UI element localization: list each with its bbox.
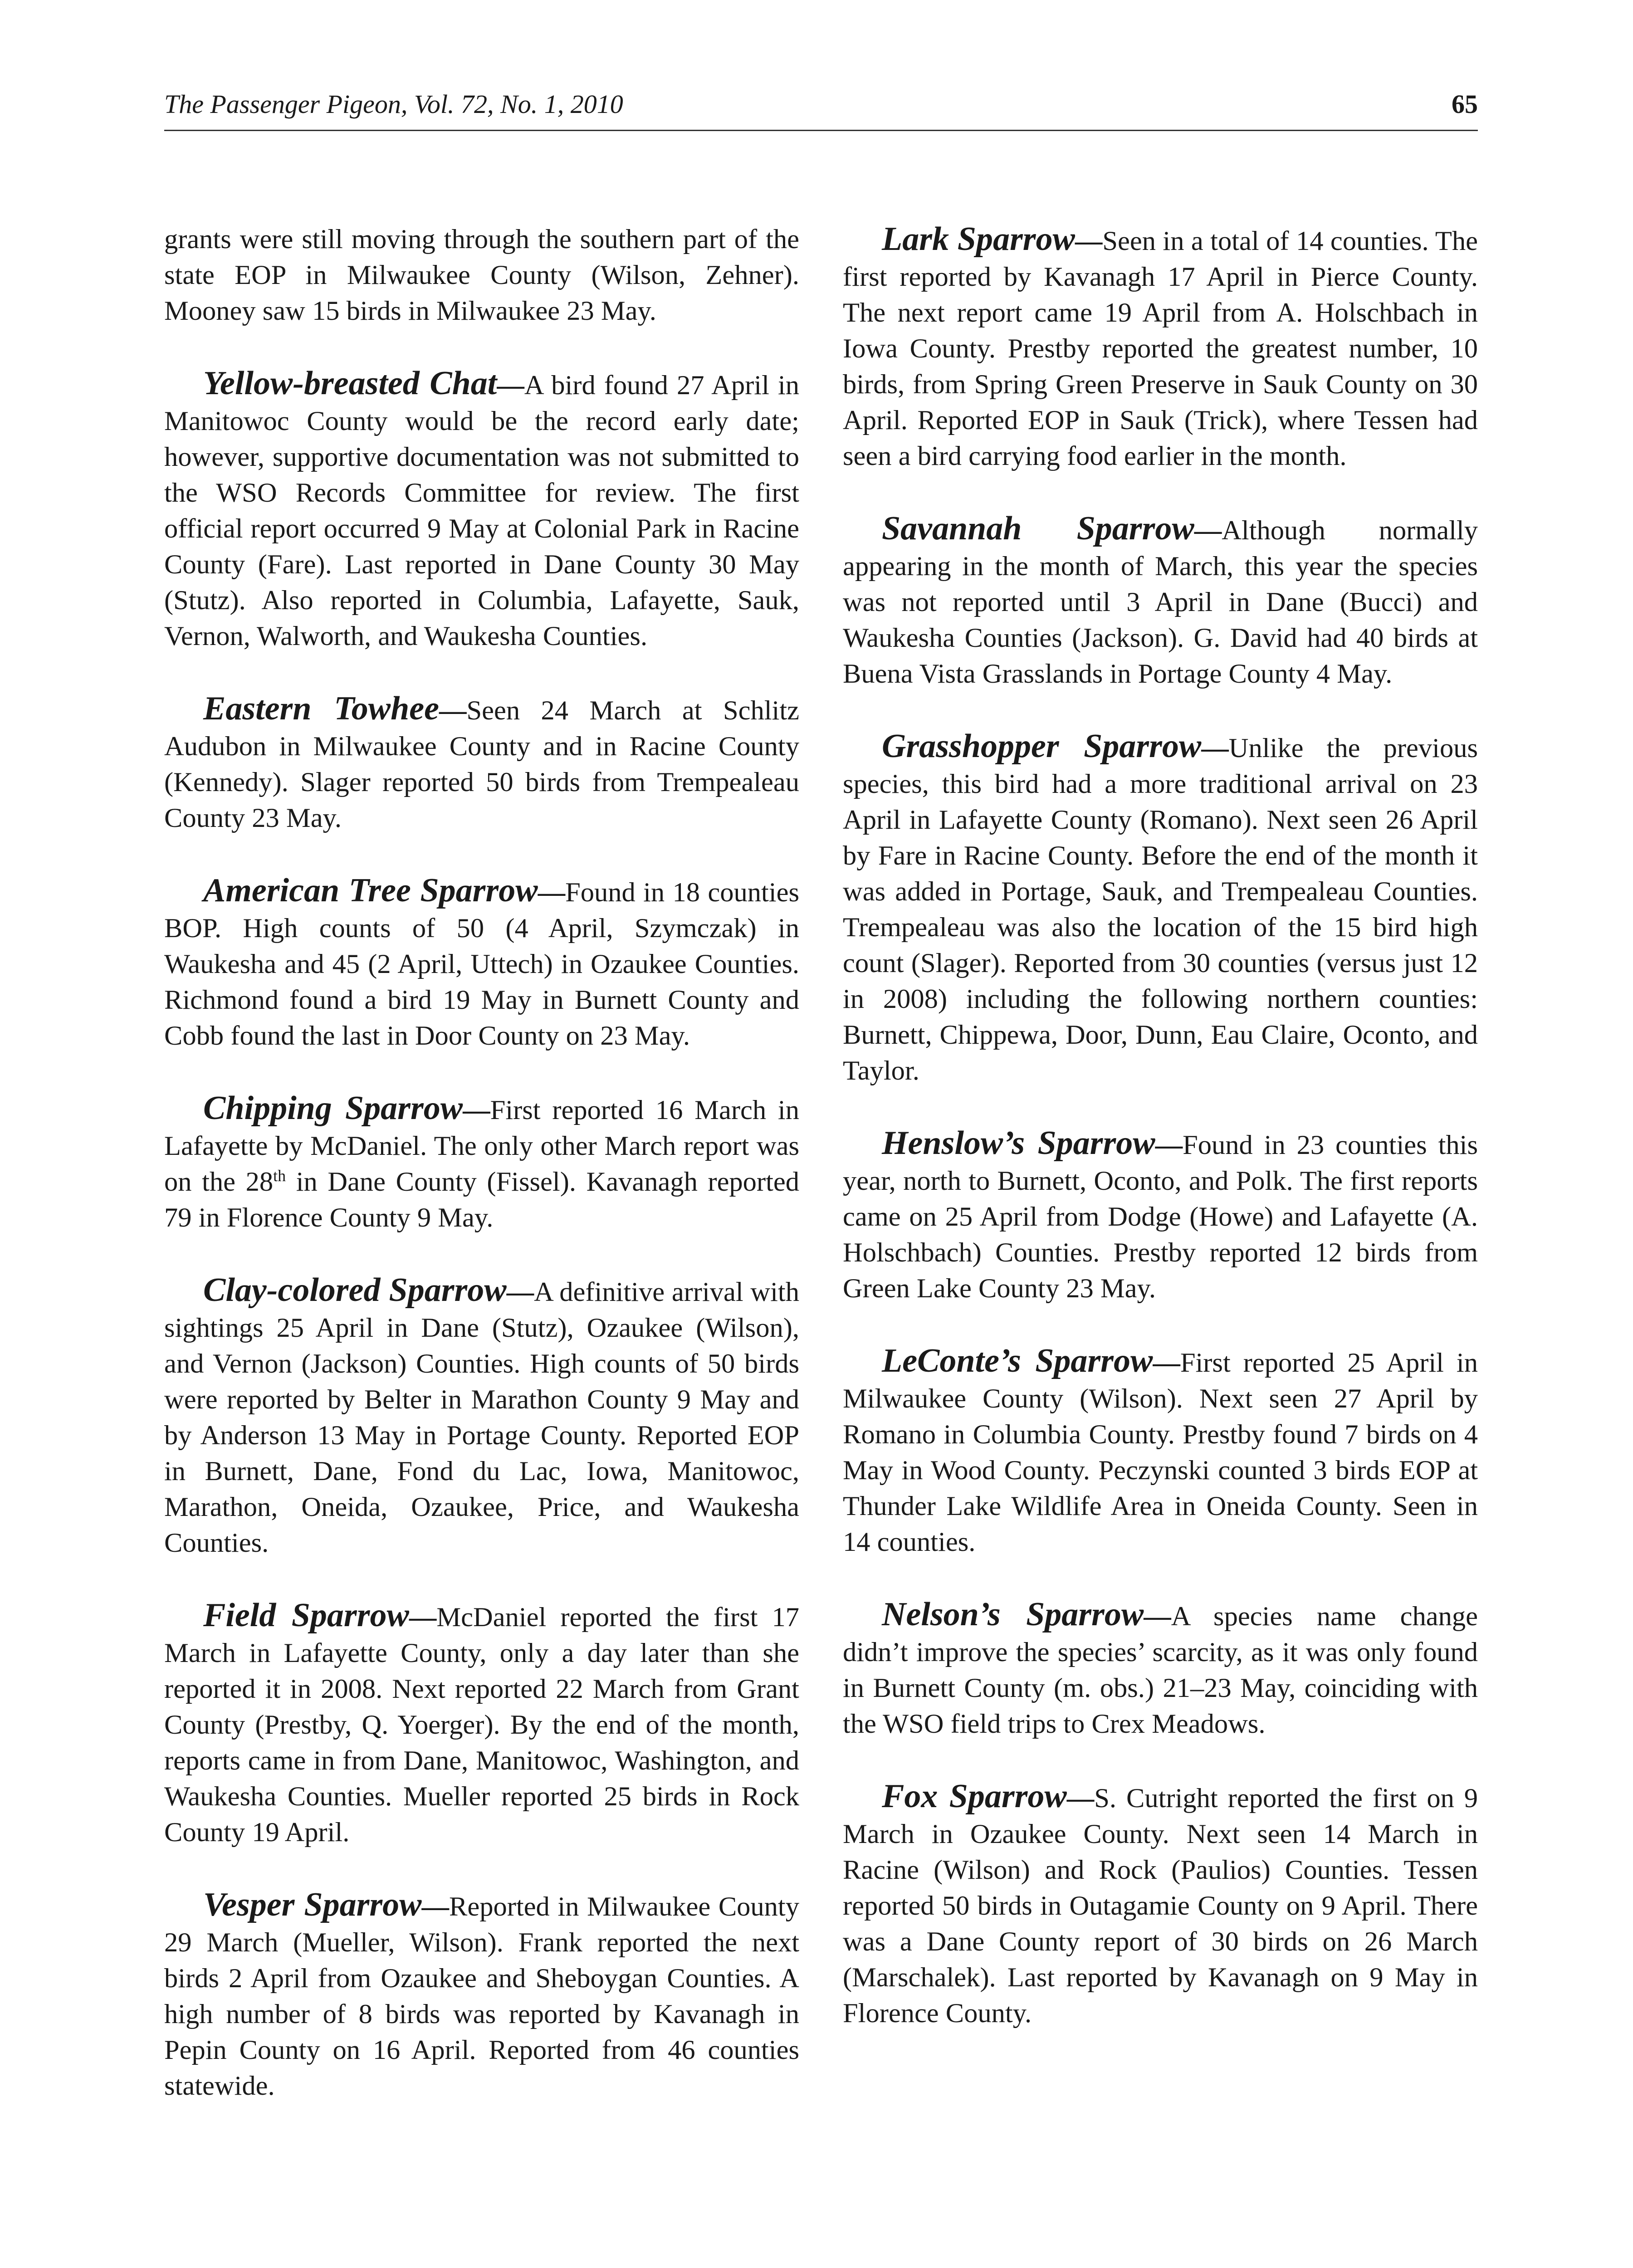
species-name: LeConte’s Sparrow	[882, 1342, 1153, 1379]
em-dash: —	[506, 1277, 534, 1307]
species-text: A definitive arrival with sightings 25 April in Dane (Stutz), Ozaukee (Wilson), and Vernon (Jackson) Counties. High counts of 50 birds were reported by Belter in Marathon County 9 May and by Anderson 13 May in Portage County. Reported EOP in Burnett, Dane, Fond du Lac, Iowa, Manitowoc, Marathon, Oneida, Ozaukee, Price, and Waukesha Counties.	[164, 1277, 799, 1558]
em-dash: —	[439, 695, 467, 726]
species-entry	[164, 691, 799, 836]
em-dash: —	[538, 877, 566, 908]
em-dash: —	[463, 1095, 490, 1125]
continued-paragraph: grants were still moving through the southern part of the state EOP in Milwaukee County (Wilson, Zehner). Mooney saw 15 birds in Milwaukee 23 May.	[164, 224, 799, 326]
species-text-continued: in Dane County (Fissel). Kavanagh reported 79 in Florence County 9 May.	[164, 1167, 799, 1233]
species-entry	[164, 1598, 799, 1850]
species-name: Chipping Sparrow	[203, 1090, 463, 1127]
species-text: Unlike the previous species, this bird had a more traditional arrival on 23 April in Lafayette County (Romano). Next seen 26 April by Fare in Racine County. Before the end of the month it was added in Portage, Sauk, and Trempealeau Counties. Trempealeau was also the location of the 15 bird high count (Slager). Reported from 30 counties (versus just 12 in 2008) including the following northern counties: Burnett, Chippewa, Door, Dunn, Eau Claire, Oconto, and Taylor.	[843, 733, 1478, 1086]
species-text: A species name change didn’t improve the species’ scarcity, as it was only found in Burnett County (m. obs.) 21–23 May, coinciding with the WSO field trips to Crex Meadows.	[843, 1601, 1478, 1739]
species-entry	[164, 1887, 799, 2104]
page-number: 65	[1452, 89, 1478, 119]
em-dash: —	[1194, 515, 1222, 546]
left-column	[164, 221, 799, 2141]
species-entry	[843, 1597, 1478, 1742]
species-entry	[843, 1343, 1478, 1560]
species-entry	[843, 221, 1478, 474]
species-text: Seen 24 March at Schlitz Audubon in Milwaukee County and in Racine County (Kennedy). Slager reported 50 birds from Trempealeau County 23 May.	[164, 695, 799, 833]
species-name: Nelson’s Sparrow	[882, 1596, 1144, 1633]
species-name: Eastern Towhee	[203, 690, 439, 727]
species-text: Seen in a total of 14 counties. The first reported by Kavanagh 17 April in Pierce County. The next report came 19 April from A. Holschbach in Iowa County. Prestby reported the greatest number, 10 birds, from Spring Green Preserve in Sauk County on 30 April. Reported EOP in Sauk (Trick), where Tessen had seen a bird carrying food earlier in the month.	[843, 226, 1478, 471]
species-entry	[164, 1272, 799, 1561]
em-dash: —	[1201, 733, 1229, 763]
journal-title: The Passenger Pigeon, Vol. 72, No. 1, 2010	[164, 89, 623, 119]
em-dash: —	[421, 1892, 450, 1922]
species-text: McDaniel reported the first 17 March in Lafayette County, only a day later than she reported it in 2008. Next reported 22 March from Grant County (Prestby, Q. Yoerger). By the end of the month, reports came in from Dane, Manitowoc, Washington, and Waukesha Counties. Mueller reported 25 birds in Rock County 19 April.	[164, 1602, 799, 1848]
em-dash: —	[1144, 1601, 1171, 1632]
species-text: Found in 23 counties this year, north to Burnett, Oconto, and Polk. The first reports came on 25 April from Dodge (Howe) and Lafayette (A. Holschbach) Counties. Prestby reported 12 birds from Green Lake County 23 May.	[843, 1130, 1478, 1304]
species-name: American Tree Sparrow	[203, 872, 538, 909]
species-entry	[843, 1125, 1478, 1306]
species-entry	[164, 873, 799, 1054]
species-text: First reported 16 March in Lafayette by McDaniel. The only other March report was on the 28	[164, 1095, 799, 1197]
em-dash: —	[409, 1602, 437, 1633]
species-entry	[843, 511, 1478, 692]
species-entry	[164, 1090, 799, 1236]
em-dash: —	[1153, 1348, 1180, 1378]
species-name: Lark Sparrow	[882, 220, 1075, 258]
em-dash: —	[1066, 1783, 1095, 1813]
right-column	[843, 221, 1478, 2068]
species-entry	[164, 366, 799, 654]
species-text: Reported in Milwaukee County 29 March (Mueller, Wilson). Frank reported the next birds 2 April from Ozaukee and Sheboygan Counties. A high number of 8 birds was reported by Kavanagh in Pepin County on 16 April. Reported from 46 counties statewide.	[164, 1892, 799, 2101]
header-rule	[164, 130, 1478, 131]
ordinal-superscript: th	[273, 1166, 286, 1185]
running-head	[164, 89, 1478, 119]
species-name: Vesper Sparrow	[203, 1886, 422, 1923]
species-name: Fox Sparrow	[882, 1778, 1067, 1815]
species-name: Field Sparrow	[203, 1597, 409, 1634]
species-name: Clay-colored Sparrow	[203, 1271, 507, 1309]
species-text: A bird found 27 April in Manitowoc County would be the record early date; however, supportive documentation was not submitted to the WSO Records Committee for review. The first official report occurred 9 May at Colonial Park in Racine County (Fare). Last reported in Dane County 30 May (Stutz). Also reported in Columbia, Lafayette, Sauk, Vernon, Walworth, and Waukesha Counties.	[164, 370, 799, 651]
species-text: S. Cutright reported the first on 9 March in Ozaukee County. Next seen 14 March in Racine (Wilson) and Rock (Paulios) Counties. Tessen reported 50 birds in Outagamie County on 9 April. There was a Dane County report of 30 birds on 26 March (Marschalek). Last reported by Kavanagh on 9 May in Florence County.	[843, 1783, 1478, 2028]
species-entry	[843, 1779, 1478, 2031]
em-dash: —	[1155, 1130, 1183, 1160]
species-name: Yellow-breasted Chat	[203, 365, 497, 402]
em-dash: —	[497, 370, 524, 401]
species-name: Grasshopper Sparrow	[882, 728, 1202, 765]
em-dash: —	[1075, 226, 1103, 256]
species-name: Savannah Sparrow	[882, 510, 1194, 547]
species-name: Henslow’s Sparrow	[882, 1124, 1155, 1162]
species-text: Although normally appearing in the month of March, this year the species was not reported until 3 April in Dane (Bucci) and Waukesha Counties (Jackson). G. David had 40 birds at Buena Vista Grasslands in Portage County 4 May.	[843, 515, 1478, 689]
species-text: First reported 25 April in Milwaukee County (Wilson). Next seen 27 April by Romano in Columbia County. Prestby found 7 birds on 4 May in Wood County. Peczynski counted 3 birds EOP at Thunder Lake Wildlife Area in Oneida County. Seen in 14 counties.	[843, 1348, 1478, 1557]
species-text: Found in 18 counties BOP. High counts of 50 (4 April, Szymczak) in Waukesha and 45 (2 April, Uttech) in Ozaukee Counties. Richmond found a bird 19 May in Burnett County and Cobb found the last in Door County on 23 May.	[164, 877, 799, 1051]
species-entry	[843, 728, 1478, 1089]
